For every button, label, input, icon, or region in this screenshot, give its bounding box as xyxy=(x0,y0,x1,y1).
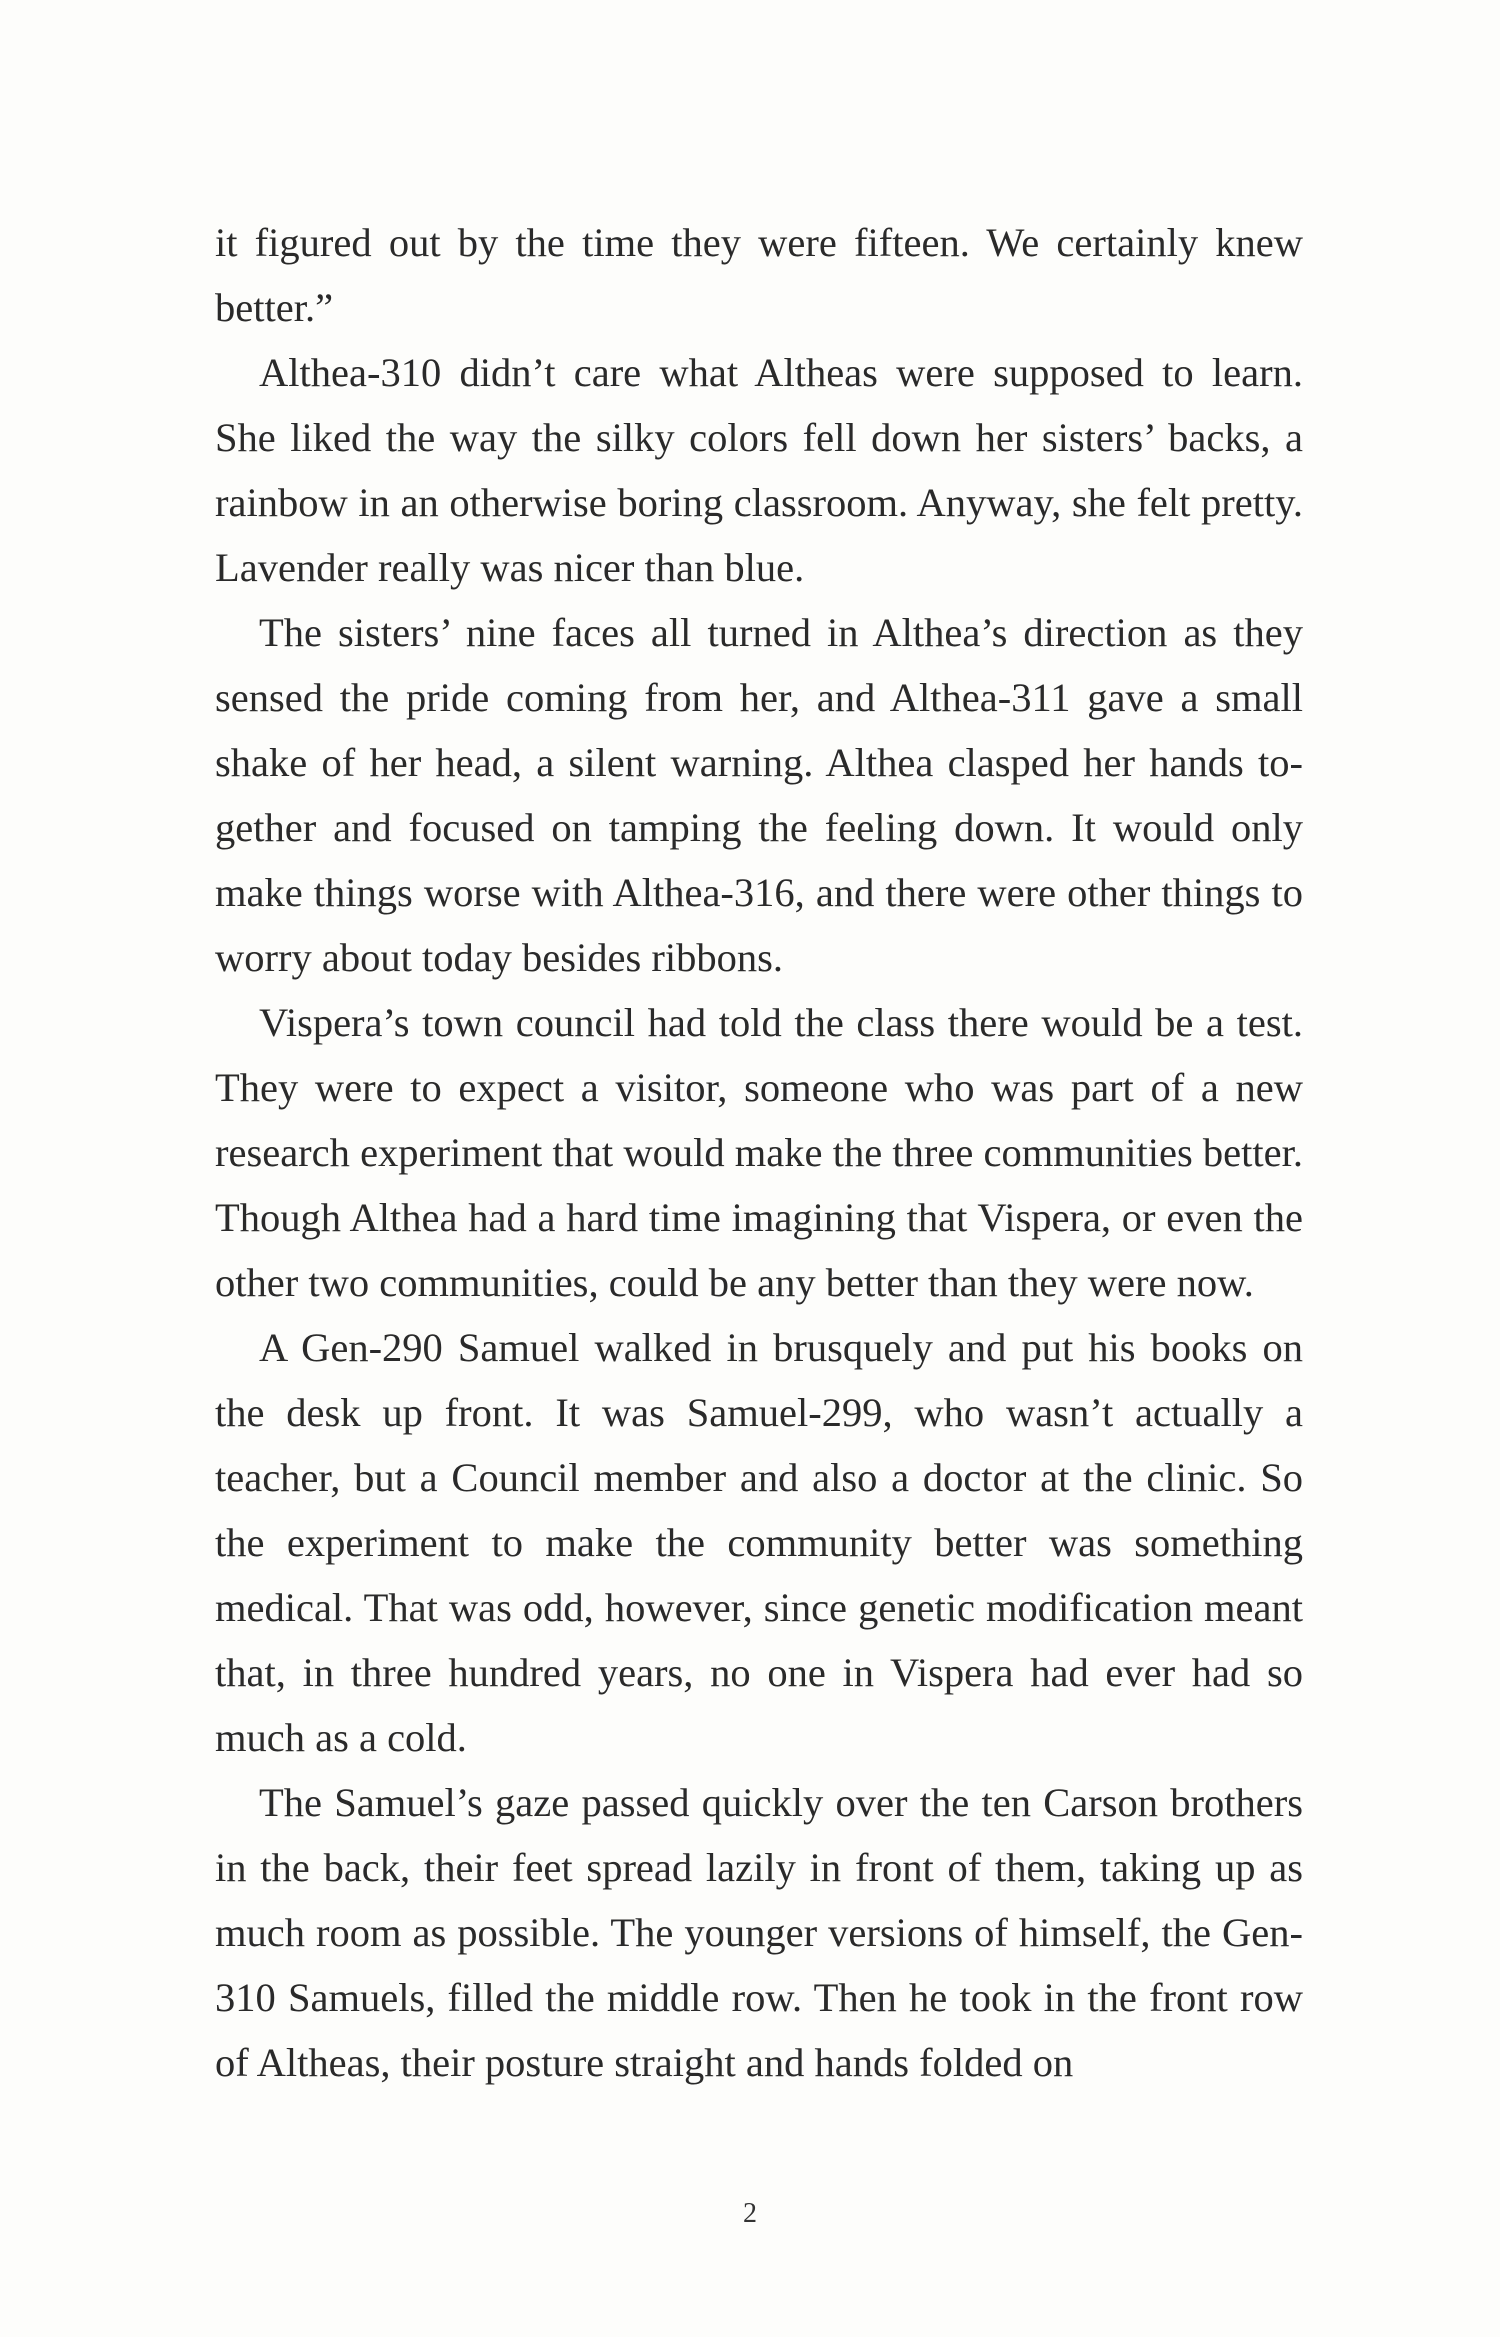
paragraph-1: it figured out by the time they were fifteen. We certainly knew better.” xyxy=(215,220,1303,330)
paragraph-6: The Samuel’s gaze passed quickly over the ten Carson brothers in the back, their feet spread lazily in front of them, taking up as much room as possible. The younger versions of himself, the Gen-310 Samuels, filled the middle row. Then he took in the front row of Altheas, their posture straight and hands folded on xyxy=(215,1780,1303,2085)
paragraph-3: The sisters’ nine faces all turned in Althea’s direction as they sensed the pride coming from her, and Althea-311 gave a small shake of her head, a silent warning. Althea clasped her hands together and focused on tamping the feeling down. It would only make things worse with Althea-316, and there were other things to worry about today besides ribbons. xyxy=(215,610,1303,980)
paragraph-4: Vispera’s town council had told the class there would be a test. They were to expect a visitor, someone who was part of a new research experiment that would make the three communities better. Though Althea had a hard time imagining that Vispera, or even the other two communities, could be any better than they were now. xyxy=(215,1000,1303,1305)
paragraph-5: A Gen-290 Samuel walked in brusquely and put his books on the desk up front. It was Samuel-299, who wasn’t actually a teacher, but a Council member and also a doctor at the clinic. So the experiment to make the community better was something medical. That was odd, however, since genetic modification meant that, in three hundred years, no one in Vispera had ever had so much as a cold. xyxy=(215,1325,1303,1760)
page-body xyxy=(215,210,1303,2095)
page-number: 2 xyxy=(743,2198,757,2229)
paragraph-2: Althea-310 didn’t care what Altheas were supposed to learn. She liked the way the silky colors fell down her sisters’ backs, a rainbow in an otherwise boring classroom. Anyway, she felt pretty. Lavender really was nicer than blue. xyxy=(215,350,1303,590)
